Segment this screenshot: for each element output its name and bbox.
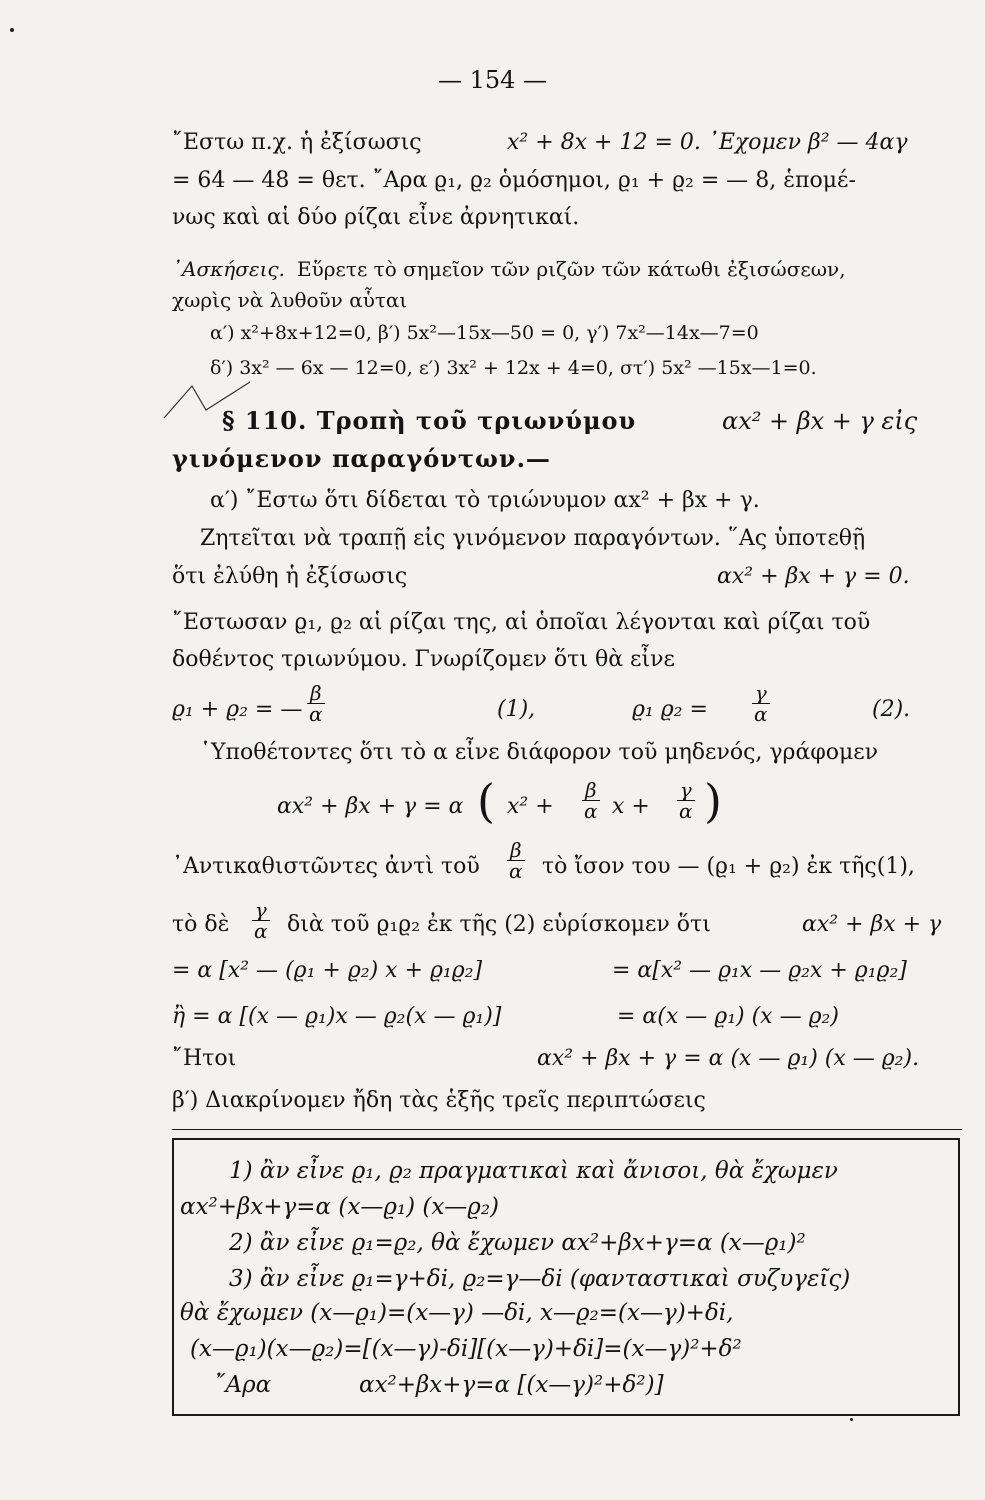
gamma-alpha-num: γ: [252, 900, 270, 921]
section-trinomial: αx² + βx + γ εἰς: [722, 407, 918, 435]
roots-equations: [172, 681, 962, 735]
example-equation: x² + 8x + 12 = 0. ᾿Εχομεν β² — 4αγ: [507, 130, 908, 155]
derivation-1-right: = α[x² — ϱ₁x — ϱ₂x + ϱ₁ϱ₂]: [612, 958, 907, 983]
case-1-line-2: αx²+βx+γ=α (x—ϱ₁) (x—ϱ₂): [180, 1194, 500, 1220]
case-3-line-1: 3) ἂν εἶνε ϱ₁=γ+δi, ϱ₂=γ—δi (φανταστικαὶ συζυγεῖς): [229, 1266, 851, 1292]
gamma-alpha-den: α: [254, 919, 268, 943]
case-2: 2) ἂν εἶνε ϱ₁=ϱ₂, θὰ ἔχωμεν αx²+βx+γ=α (x—ϱ₁)²: [229, 1230, 806, 1256]
substitution-text: ᾿Αντικαθιστῶντες ἀντὶ τοῦ: [172, 854, 480, 879]
gamma-over-alpha-num: γ: [677, 780, 695, 801]
section-title: § 110. Τροπὴ τοῦ τριωνύμου: [222, 406, 637, 435]
factored-equation: [172, 774, 962, 832]
beta-over-alpha: [582, 780, 600, 821]
and-the-text: τὸ δὲ: [172, 912, 230, 937]
gamma-over-alpha: [677, 780, 695, 821]
case-3-line-3: (x—ϱ₁)(x—ϱ₂)=[(x—γ)-δi][(x—γ)+δi]=(x—γ)²+δ²: [190, 1336, 742, 1362]
therefore-word: ῎Αρα: [214, 1372, 272, 1398]
body-line-a6: ῾Υποθέτοντες ὅτι τὸ α εἶνε διάφορον τοῦ μηδενός, γράφομεν: [200, 740, 879, 765]
open-paren-icon: (: [477, 774, 495, 828]
exercises-list-1: α′) x²+8x+12=0, β′) 5x²—15x—50 = 0, γ′) 7x²—14x—7=0: [210, 322, 759, 344]
product-fraction: [752, 683, 770, 724]
case-3-line-2: θὰ ἔχωμεν (x—ϱ₁)=(x—γ) —δi, x—ϱ₂=(x—γ)+δi,: [180, 1300, 734, 1326]
case-3-result: αx²+βx+γ=α [(x—γ)²+δ²)]: [359, 1372, 664, 1398]
trinomial-expression: αx² + βx + γ: [802, 912, 942, 937]
body-line-a3-text: ὅτι ἐλύθη ἡ ἐξίσωσις: [172, 564, 408, 589]
factored-equation-left: αx² + βx + γ = α: [277, 794, 464, 819]
body-line-a2: Ζητεῖται νὰ τραπῇ εἰς γινόμενον παραγόντων. ῞Ας ὑποτεθῇ: [200, 526, 866, 551]
exercises-instruction: Εὕρετε τὸ σημεῖον τῶν ριζῶν τῶν κάτωθι ἐξισώσεων,: [297, 257, 846, 281]
box-top-rule: [172, 1129, 962, 1130]
factored-x2: x² +: [507, 794, 554, 819]
print-speck: [850, 1418, 853, 1421]
sum-fraction-denominator: α: [309, 702, 323, 726]
example-line-3: νως καὶ αἱ δύο ρίζαι εἶνε ἀρνητικαί.: [172, 205, 580, 230]
exercises-list-2: δ′) 3x² — 6x — 12=0, ε′) 3x² + 12x + 4=0, στ′) 5x² —15x—1=0.: [210, 357, 817, 379]
page-number: — 154 —: [437, 66, 548, 94]
body-line-a4: ῎Εστωσαν ϱ₁, ϱ₂ αἱ ρίζαι της, αἱ ὁποῖαι λέγονται καὶ ρίζαι τοῦ: [172, 610, 871, 635]
body-line-a7: [172, 838, 962, 886]
exercises-label: ᾿Ασκήσεις.: [172, 257, 285, 281]
close-paren-icon: ): [704, 774, 722, 828]
exercises-line-2: χωρὶς νὰ λυθοῦν αὗται: [172, 288, 408, 312]
body-line-a1: α′) ῎Εστω ὅτι δίδεται τὸ τριώνυμον αx² + βx + γ.: [210, 488, 760, 513]
conclusion-identity: αx² + βx + γ = α (x — ϱ₁) (x — ϱ₂).: [537, 1046, 920, 1071]
example-line-2: = 64 — 48 = θετ. ῎Αρα ϱ₁, ϱ₂ ὁμόσημοι, ϱ₁ + ϱ₂ = — 8, ἑπομέ-: [172, 168, 856, 193]
beta-over-alpha-num: β: [582, 780, 600, 801]
cases-box: [172, 1138, 960, 1416]
derivation-1-left: = α [x² — (ϱ₁ + ϱ₂) x + ϱ₁ϱ₂]: [172, 958, 483, 983]
find-text: διὰ τοῦ ϱ₁ϱ₂ ἐκ τῆς (2) εὑρίσκομεν ὅτι: [287, 912, 711, 937]
substitution-fraction: [507, 840, 525, 881]
substitution-rest: τὸ ἴσον του — (ϱ₁ + ϱ₂) ἐκ τῆς(1),: [542, 854, 915, 879]
section-heading-line-2: γινόμενον παραγόντων.—: [172, 444, 551, 473]
substitution-fraction-den: α: [509, 859, 523, 883]
body-line-a3-equation: αx² + βx + γ = 0.: [717, 564, 910, 589]
equation-tag-1: (1),: [497, 697, 536, 722]
case-1-line-1: 1) ἂν εἶνε ϱ₁, ϱ₂ πραγματικαὶ καὶ ἄνισοι, θὰ ἔχωμεν: [229, 1158, 838, 1184]
derivation-2-left: ἢ = α [(x — ϱ₁)x — ϱ₂(x — ϱ₁)]: [172, 1004, 502, 1029]
substitution-fraction-num: β: [507, 840, 525, 861]
sum-fraction: [307, 683, 325, 724]
gamma-alpha-fraction: [252, 900, 270, 941]
equation-tag-2: (2).: [872, 697, 911, 722]
example-intro: ῎Εστω π.χ. ἡ ἐξίσωσις: [172, 130, 422, 155]
sum-of-roots-left: ϱ₁ + ϱ₂ = —: [172, 697, 303, 722]
factored-x-plus: x +: [612, 794, 650, 819]
print-speck: [10, 28, 14, 32]
conclusion-word: ῎Ητοι: [172, 1046, 237, 1071]
derivation-2-right: = α(x — ϱ₁) (x — ϱ₂): [617, 1004, 839, 1029]
body-line-a5: δοθέντος τριωνύμου. Γνωρίζομεν ὅτι θὰ εἶνε: [172, 647, 675, 672]
product-of-roots-left: ϱ₁ ϱ₂ =: [632, 697, 708, 722]
sum-fraction-numerator: β: [307, 683, 325, 704]
beta-over-alpha-den: α: [584, 799, 598, 823]
body-line-a8: [172, 898, 962, 948]
product-fraction-denominator: α: [754, 702, 768, 726]
body-line-b1: β′) Διακρίνομεν ἤδη τὰς ἑξῆς τρεῖς περιπτώσεις: [172, 1088, 706, 1113]
product-fraction-numerator: γ: [752, 683, 770, 704]
gamma-over-alpha-den: α: [679, 799, 693, 823]
